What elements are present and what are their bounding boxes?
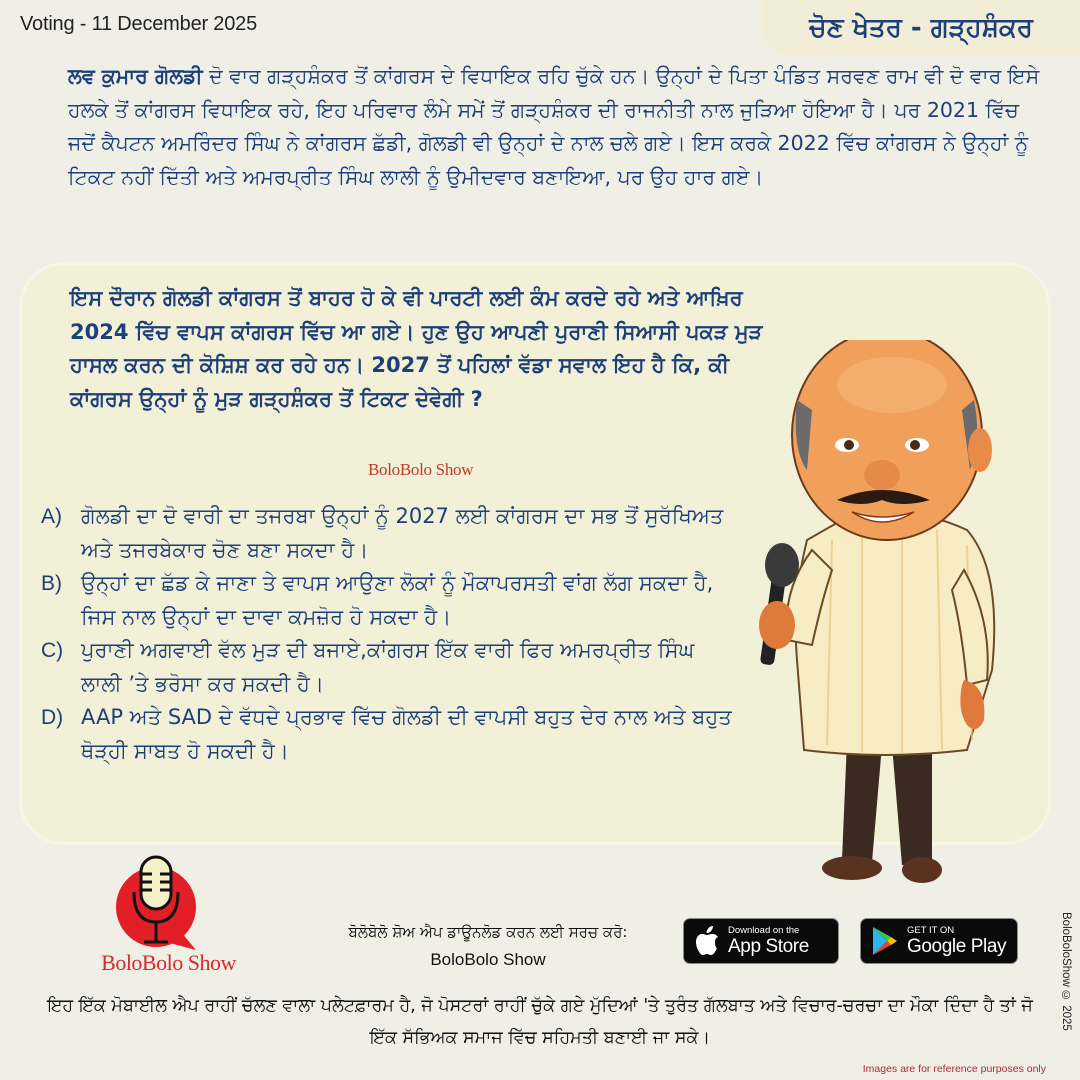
option-text: AAP ਅਤੇ SAD ਦੇ ਵੱਧਦੇ ਪ੍ਰਭਾਵ ਵਿੱਚ ਗੋਲਡੀ ਦੀ ਵਾਪਸੀ ਬਹੁਤ ਦੇਰ ਨਾਲ ਅਤੇ ਬਹੁਤ ਥੋੜ੍ਹੀ ਸਾਬਤ ਹੋ ਸਕਦੀ ਹੈ।	[81, 705, 732, 763]
option-letter: B)	[41, 572, 62, 595]
google-play-big-label: Google Play	[907, 935, 1007, 957]
option-text: ਪੁਰਾਣੀ ਅਗਵਾਈ ਵੱਲ ਮੁੜ ਦੀ ਬਜਾਏ,ਕਾਂਗਰਸ ਇੱਕ ਵਾਰੀ ਫਿਰ ਅਮਰਪ੍ਰੀਤ ਸਿੰਘ ਲਾਲੀ ’ਤੇ ਭਰੋਸਾ ਕਰ ਸਕਦੀ ਹੈ।	[81, 638, 695, 696]
poll-option-c[interactable]	[41, 634, 741, 701]
apple-icon	[694, 926, 720, 956]
download-prompt-text: ਬੋਲੋਬੋਲੋ ਸ਼ੋਅ ਐਪ ਡਾਊਨਲੋਡ ਕਰਨ ਲਈ ਸਰਚ ਕਰੋ:	[348, 923, 628, 941]
poll-options	[41, 500, 741, 768]
google-play-button[interactable]	[860, 918, 1018, 964]
poll-option-a[interactable]	[41, 500, 741, 567]
poll-option-b[interactable]	[41, 567, 741, 634]
constituency-title: ਚੋਣ ਖੇਤਰ - ਗੜ੍ਹਸ਼ੰਕਰ	[809, 12, 1033, 43]
app-name: BoloBolo Show	[430, 950, 546, 969]
option-text: ਗੋਲਡੀ ਦਾ ਦੋ ਵਾਰੀ ਦਾ ਤਜਰਬਾ ਉਨ੍ਹਾਂ ਨੂੰ 2027 ਲਈ ਕਾਂਗਰਸ ਦਾ ਸਭ ਤੋਂ ਸੁਰੱਖਿਅਤ ਅਤੇ ਤਜਰਬੇਕਾਰ ਚੋਣ ਬਣਾ ਸਕਦਾ ਹੈ।	[81, 504, 724, 562]
candidate-caricature-illustration	[752, 340, 1022, 905]
google-play-small-label: GET IT ON	[907, 924, 955, 936]
copyright: BoloBoloShow © 2025	[1060, 912, 1072, 1031]
platform-description: ਇਹ ਇੱਕ ਮੋਬਾਈਲ ਐਪ ਰਾਹੀਂ ਚੱਲਣ ਵਾਲਾ ਪਲੇਟਫ਼ਾਰਮ ਹੈ, ਜੋ ਪੋਸਟਰਾਂ ਰਾਹੀਂ ਚੁੱਕੇ ਗਏ ਮੁੱਦਿਆਂ 'ਤੇ ਤੁਰੰਤ ਗੱਲਬਾਤ ਅਤੇ ਵਿਚਾਰ-ਚਰਚਾ ਦਾ ਮੌਕਾ ਦਿੰਦਾ ਹੈ ਤਾਂ ਜੋ ਇੱਕ ਸੱਭਿਅਕ ਸਮਾਜ ਵਿੱਚ ਸਹਿਮਤੀ ਬਣਾਈ ਜਾ ਸਕੇ।	[47, 996, 1033, 1048]
app-store-small-label: Download on the	[728, 924, 800, 936]
google-play-icon	[871, 926, 899, 956]
disclaimer: Images are for reference purposes only	[862, 1063, 1046, 1075]
app-store-button[interactable]	[683, 918, 839, 964]
poll-question: ਇਸ ਦੌਰਾਨ ਗੋਲਡੀ ਕਾਂਗਰਸ ਤੋਂ ਬਾਹਰ ਹੋ ਕੇ ਵੀ ਪਾਰਟੀ ਲਈ ਕੰਮ ਕਰਦੇ ਰਹੇ ਅਤੇ ਆਖ਼ਿਰ 2024 ਵਿੱਚ ਵਾਪਸ ਕਾਂਗਰਸ ਵਿੱਚ ਆ ਗਏ। ਹੁਣ ਉਹ ਆਪਣੀ ਪੁਰਾਣੀ ਸਿਆਸੀ ਪਕੜ ਮੁੜ ਹਾਸਲ ਕਰਨ ਦੀ ਕੋਸ਼ਿਸ਼ ਕਰ ਰਹੇ ਹਨ। 2027 ਤੋਂ ਪਹਿਲਾਂ ਵੱਡਾ ਸਵਾਲ ਇਹ ਹੈ ਕਿ, ਕੀ ਕਾਂਗਰਸ ਉਨ੍ਹਾਂ ਨੂੰ ਮੁੜ ਗੜ੍ਹਸ਼ੰਕਰ ਤੋਂ ਟਿਕਟ ਦੇਵੇਗੀ ?	[70, 286, 763, 411]
option-letter: C)	[41, 639, 64, 662]
candidate-name: ਲਵ ਕੁਮਾਰ ਗੋਲਡੀ	[68, 64, 203, 88]
download-prompt	[292, 920, 684, 972]
poll-option-d[interactable]	[41, 701, 741, 768]
option-text: ਉਨ੍ਹਾਂ ਦਾ ਛੱਡ ਕੇ ਜਾਣਾ ਤੇ ਵਾਪਸ ਆਉਣਾ ਲੋਕਾਂ ਨੂੰ ਮੌਕਾਪਰਸਤੀ ਵਾਂਗ ਲੱਗ ਸਕਦਾ ਹੈ, ਜਿਸ ਨਾਲ ਉਨ੍ਹਾਂ ਦਾ ਦਾਵਾ ਕਮਜ਼ੋਰ ਹੋ ਸਕਦਾ ਹੈ।	[81, 571, 714, 629]
intro-text: ਦੋ ਵਾਰ ਗੜ੍ਹਸ਼ੰਕਰ ਤੋਂ ਕਾਂਗਰਸ ਦੇ ਵਿਧਾਇਕ ਰਹਿ ਚੁੱਕੇ ਹਨ। ਉਨ੍ਹਾਂ ਦੇ ਪਿਤਾ ਪੰਡਿਤ ਸਰਵਣ ਰਾਮ ਵੀ ਦੋ ਵਾਰ ਇਸੇ ਹਲਕੇ ਤੋਂ ਕਾਂਗਰਸ ਵਿਧਾਇਕ ਰਹੇ, ਇਹ ਪਰਿਵਾਰ ਲੰਮੇ ਸਮੇਂ ਤੋਂ ਗੜ੍ਹਸ਼ੰਕਰ ਦੀ ਰਾਜਨੀਤੀ ਨਾਲ ਜੁੜਿਆ ਹੋਇਆ ਹੈ। ਪਰ 2021 ਵਿੱਚ ਜਦੋਂ ਕੈਪਟਨ ਅਮਰਿੰਦਰ ਸਿੰਘ ਨੇ ਕਾਂਗਰਸ ਛੱਡੀ, ਗੋਲਡੀ ਵੀ ਉਨ੍ਹਾਂ ਦੇ ਨਾਲ ਚਲੇ ਗਏ। ਇਸ ਕਰਕੇ 2022 ਵਿੱਚ ਕਾਂਗਰਸ ਨੇ ਉਨ੍ਹਾਂ ਨੂੰ ਟਿਕਟ ਨਹੀਂ ਦਿੱਤੀ ਅਤੇ ਅਮਰਪ੍ਰੀਤ ਸਿੰਘ ਲਾਲੀ ਨੂੰ ਉਮੀਦਵਾਰ ਬਣਾਇਆ, ਪਰ ਉਹ ਹਾਰ ਗਏ।	[68, 64, 1040, 189]
option-letter: D)	[41, 706, 64, 729]
watermark: BoloBolo Show	[368, 460, 474, 479]
constituency-tab	[762, 0, 1080, 56]
option-letter: A)	[41, 505, 62, 528]
voting-date: Voting - 11 December 2025	[20, 13, 258, 35]
logo-text: BoloBolo Show	[101, 950, 236, 975]
intro-paragraph	[68, 60, 1048, 194]
app-store-big-label: App Store	[728, 935, 809, 957]
